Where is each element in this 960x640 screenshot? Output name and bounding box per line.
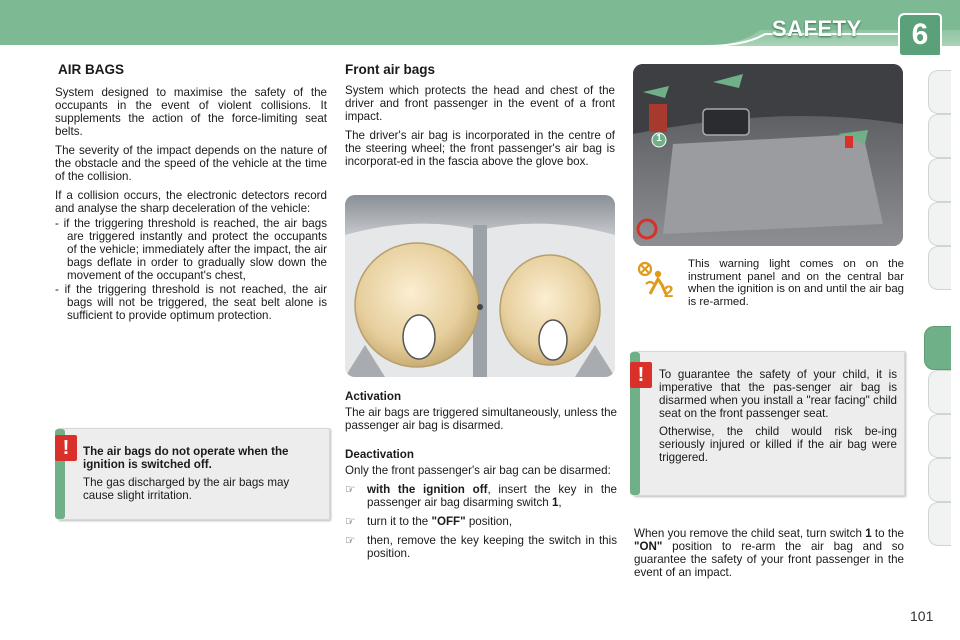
rearm-text-mid: to the xyxy=(871,527,904,540)
warning-light-text xyxy=(688,258,904,314)
chapter-tab-5[interactable] xyxy=(928,246,951,290)
chapter-tab-7[interactable] xyxy=(928,370,951,414)
rearm-switch-label: 1 xyxy=(865,527,872,540)
chapter-tab-10[interactable] xyxy=(928,502,951,546)
deactivation-intro: Only the front passenger's air bag can be disarmed: xyxy=(345,464,611,477)
severity-paragraph: The severity of the impact depends on the nature of the obstacle and the speed of the vehicle at the time of the collision. xyxy=(55,144,327,183)
warning-light-paragraph: This warning light comes on on the instrument panel and on the central bar when the ignition is on and until the air bag is re-armed. xyxy=(688,258,904,308)
rearm-section xyxy=(634,527,904,585)
indicator-icon-label: 2 xyxy=(664,282,674,301)
deactivation-heading: Deactivation xyxy=(345,448,414,461)
ignition-note-body: The gas discharged by the air bags may cause slight irritation. xyxy=(83,476,290,502)
chapter-tab-3[interactable] xyxy=(928,158,951,202)
deactivation-step-1 xyxy=(345,483,617,509)
step-1-text: , insert the key in the passenger air bag disarming switch xyxy=(367,483,617,509)
rearm-text-post: position to re-arm the air bag and so guarantee the safety of your front passenger in the event of an impact. xyxy=(634,540,904,579)
threshold-not-reached-item: - if the triggering threshold is not reached, the air bags will not be triggered, the seat belt alone is sufficient to provide optimum protection. xyxy=(55,283,327,322)
glovebox-switch-drawing xyxy=(633,64,903,246)
hand-pointer-icon: ☞ xyxy=(345,483,356,496)
air-bags-heading: AIR BAGS xyxy=(58,62,125,77)
chapter-tab-6-active[interactable] xyxy=(924,326,951,370)
step-3-text: then, remove the key keeping the switch in this position. xyxy=(367,534,617,560)
step-1-bold: with the ignition off xyxy=(367,483,488,496)
chapter-tab-2[interactable] xyxy=(928,114,951,158)
rearm-on-label: "ON" xyxy=(634,540,663,553)
page-number: 101 xyxy=(910,608,934,624)
hand-pointer-icon: ☞ xyxy=(345,515,356,528)
ignition-note-title: The air bags do not operate when the ignition is switched off. xyxy=(83,445,289,471)
front-air-bags-text xyxy=(345,84,615,174)
chapter-tab-4[interactable] xyxy=(928,202,951,246)
glovebox-switch-photo xyxy=(633,64,903,246)
child-seat-note-paragraph-1: To guarantee the safety of your child, it is imperative that the pas-senger air bag is disarmed when you install a "rear facing" child seat on the front passenger seat. xyxy=(659,368,897,420)
step-2-post: position, xyxy=(465,515,513,528)
hand-pointer-icon: ☞ xyxy=(345,534,356,547)
warning-exclamation-icon: ! xyxy=(630,362,652,388)
front-air-bags-paragraph-1: System which protects the head and chest of the driver and front passenger in the event of a front impact. xyxy=(345,84,615,123)
switch-callout-label: 1 xyxy=(656,133,662,144)
child-seat-note xyxy=(633,351,905,496)
chapter-tab-9[interactable] xyxy=(928,458,951,502)
front-air-bags-paragraph-2: The driver's air bag is incorporated in the centre of the steering wheel; the front passenger's air bag is incorporat-ed in the fascia above the glove box. xyxy=(345,129,615,168)
activation-heading: Activation xyxy=(345,390,402,403)
step-1-switch: 1 xyxy=(551,496,559,509)
intro-paragraph: System designed to maximise the safety of the occupants in the event of violent collisions. It supplements the action of the force-limiting seat belts. xyxy=(55,86,327,138)
step-2-pre: turn it to the xyxy=(367,515,432,528)
chapter-tab-1[interactable] xyxy=(928,70,951,114)
airbags-deployed-drawing xyxy=(345,195,615,377)
deactivation-step-2 xyxy=(345,515,617,528)
warning-exclamation-icon: ! xyxy=(55,435,77,461)
section-title: SAFETY xyxy=(772,16,862,41)
chapter-number: 6 xyxy=(911,18,929,51)
rearm-paragraph xyxy=(634,527,904,579)
activation-text: The air bags are triggered simultaneously, unless the passenger air bag is disarmed. xyxy=(345,406,617,432)
step-1-end: , xyxy=(558,496,562,509)
step-2-off: "OFF" xyxy=(431,515,466,528)
activation-section xyxy=(345,390,617,566)
deactivation-step-3 xyxy=(345,534,617,560)
air-bags-intro xyxy=(55,86,327,323)
chapter-tabs xyxy=(928,70,960,570)
rearm-text-pre: When you remove the child seat, turn switch xyxy=(634,527,866,540)
airbags-illustration xyxy=(345,195,615,377)
collision-paragraph: If a collision occurs, the electronic detectors record and analyse the sharp deceleration of the vehicle: xyxy=(55,189,327,215)
ignition-note xyxy=(58,428,330,520)
front-air-bags-heading: Front air bags xyxy=(345,62,436,77)
child-seat-note-paragraph-2: Otherwise, the child would risk be-ing seriously injured or killed if the air bag were triggered. xyxy=(659,425,897,464)
threshold-reached-item: - if the triggering threshold is reached, the air bags are triggered instantly and protect the occupants of the vehicle; immediately after the impact, the air bags deflate in order to gradually slow down the movement of the occupant's chest, xyxy=(55,217,327,282)
chapter-tab-8[interactable] xyxy=(928,414,951,458)
